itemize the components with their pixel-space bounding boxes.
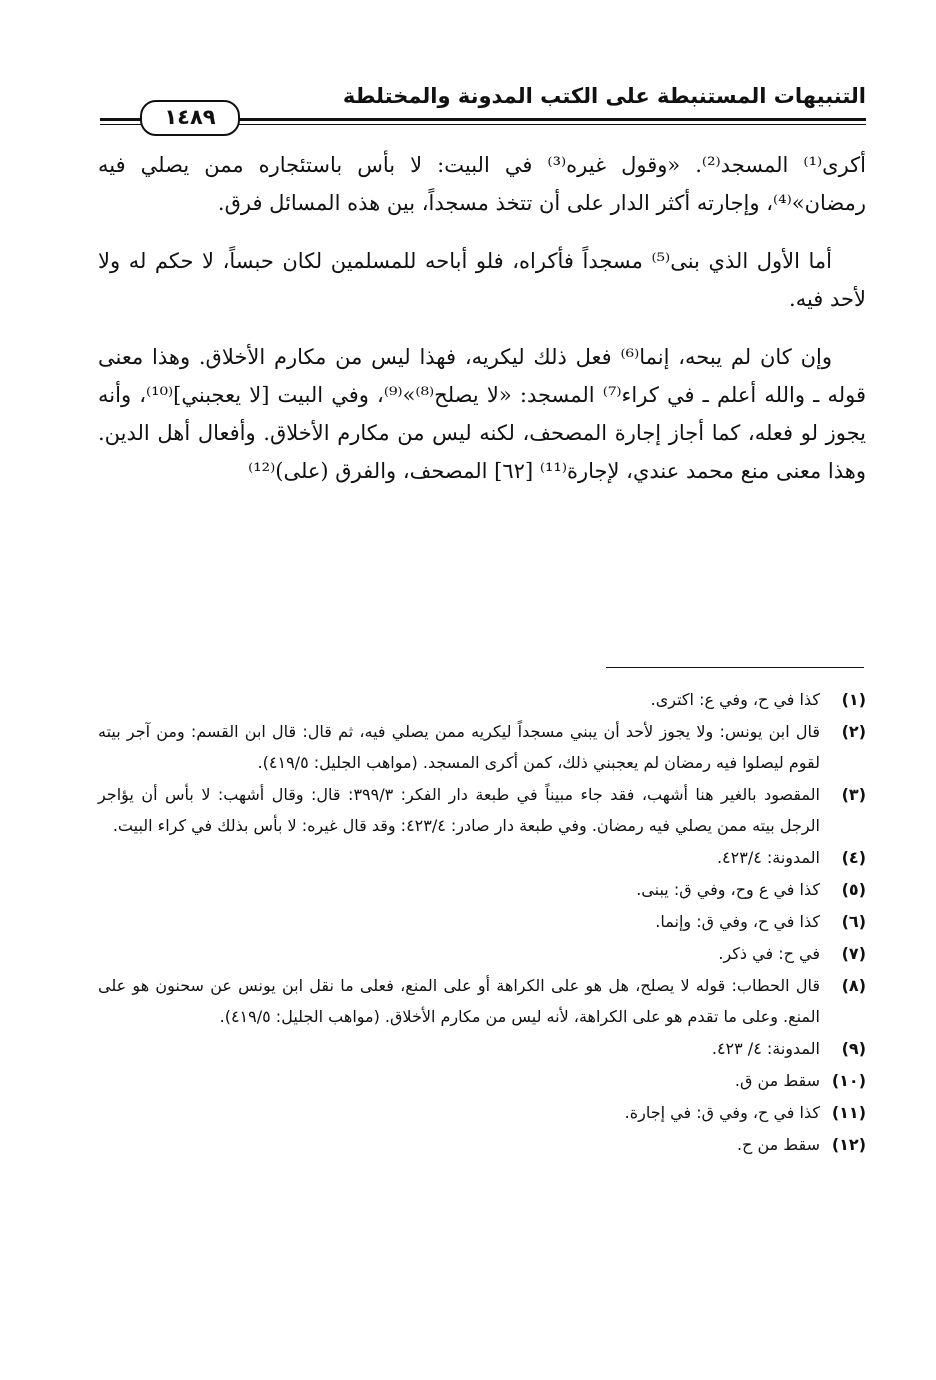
footnote-number: (٢) bbox=[841, 722, 866, 741]
footnote bbox=[98, 684, 866, 715]
paragraph: أما الأول الذي بنى⁽⁵⁾ مسجداً فأكراه، فلو أباحه للمسلمين لكان حبساً، لا حكم له ولا لأحد فيه. bbox=[98, 249, 866, 311]
running-header bbox=[100, 78, 866, 129]
footnote-text: قال الحطاب: قوله لا يصلح، هل هو على الكراهة أو على المنع، فعلى ما نقل ابن يونس عن سحنون هو على المنع. وعلى ما تقدم هو على الكراهة، لأنه ليس من مكارم الأخلاق. (مواهب الجليل: ٤١٩/٥). bbox=[98, 976, 820, 1026]
footnote-text: كذا في ح، وفي ع: اكترى. bbox=[650, 690, 820, 709]
footnote bbox=[98, 1097, 866, 1128]
footnote-number: (١) bbox=[841, 690, 866, 709]
footnote-number: (٧) bbox=[841, 944, 866, 963]
footnote bbox=[98, 906, 866, 937]
footnote-text: في ح: في ذكر. bbox=[718, 944, 820, 963]
footnote-text: سقط من ق. bbox=[734, 1071, 820, 1090]
page-number: ١٤٨٩ bbox=[140, 100, 240, 136]
footnote bbox=[98, 779, 866, 841]
footnote-text: كذا في ح، وفي ق: وإنما. bbox=[655, 912, 820, 931]
footnote-text: المدونة: ٤٢٣/٤. bbox=[716, 848, 820, 867]
footnote-number: (٦) bbox=[841, 912, 866, 931]
footnote-number: (٨) bbox=[841, 976, 866, 995]
paragraph: أكرى⁽¹⁾ المسجد⁽²⁾. «وقول غيره⁽³⁾ في البيت: لا بأس باستئجاره ممن يصلي فيه رمضان»⁽⁴⁾، وإجارته أكثر الدار على أن تتخذ مسجداً، بين هذه المسائل فرق. bbox=[98, 153, 866, 215]
footnote-text: المدونة: ٤/ ٤٢٣. bbox=[711, 1039, 820, 1058]
footnote-text: المقصود بالغير هنا أشهب، فقد جاء مبيناً في طبعة دار الفكر: ٣٩٩/٣: قال: وقال أشهب: لا بأس أن يؤاجر الرجل بيته ممن يصلي فيه رمضان. وفي طبعة دار صادر: ٤٢٣/٤: وقد قال غيره: لا بأس بذلك في كراء البيت. bbox=[98, 785, 821, 835]
footnote-text: قال ابن يونس: ولا يجوز لأحد أن يبني مسجداً ليكريه ممن يصلي فيه، ثم قال: قال ابن القسم: ومن آجر بيته لقوم ليصلوا فيه رمضان لم يعجبني ذلك، كمن أكرى المسجد. (مواهب الجليل: ٤١٩/٥). bbox=[98, 722, 820, 772]
footnote bbox=[98, 1129, 866, 1160]
footnote-number: (٩) bbox=[841, 1039, 866, 1058]
footnotes bbox=[98, 684, 866, 1161]
footnote-number: (٤) bbox=[841, 848, 866, 867]
footnote-text: كذا في ع وح، وفي ق: يبنى. bbox=[636, 880, 820, 899]
paragraph: وإن كان لم يبحه، إنما⁽⁶⁾ فعل ذلك ليكريه، فهذا ليس من مكارم الأخلاق. وهذا معنى قوله ـ والله أعلم ـ في كراء⁽⁷⁾ المسجد: «لا يصلح⁽⁸⁾»⁽⁹⁾، وفي البيت [لا يعجبني]⁽¹⁰⁾، وأنه يجوز لو فعله، كما أجاز إجارة المصحف، لكنه ليس من مكارم الأخلاق. وأفعال أهل الدين. وهذا معنى منع محمد عندي، لإجارة⁽¹¹⁾ [٦٢] المصحف، والفرق (على)⁽¹²⁾ bbox=[98, 345, 866, 483]
main-text bbox=[98, 146, 866, 490]
footnote bbox=[98, 842, 866, 873]
footnote-number: (١١) bbox=[831, 1103, 866, 1122]
footnote-number: (٣) bbox=[841, 785, 866, 804]
footnote-separator bbox=[606, 667, 864, 668]
footnote bbox=[98, 938, 866, 969]
footnote bbox=[98, 1065, 866, 1096]
footnote-text: كذا في ح، وفي ق: في إجارة. bbox=[624, 1103, 820, 1122]
footnote-number: (١٠) bbox=[831, 1071, 866, 1090]
footnote bbox=[98, 1033, 866, 1064]
footnote bbox=[98, 970, 866, 1032]
footnote-number: (١٢) bbox=[831, 1135, 866, 1154]
footnote-text: سقط من ح. bbox=[736, 1135, 820, 1154]
header-title: التنبيهات المستنبطة على الكتب المدونة والمختلطة bbox=[342, 84, 866, 108]
footnote-number: (٥) bbox=[841, 880, 866, 899]
footnote bbox=[98, 716, 866, 778]
footnote bbox=[98, 874, 866, 905]
